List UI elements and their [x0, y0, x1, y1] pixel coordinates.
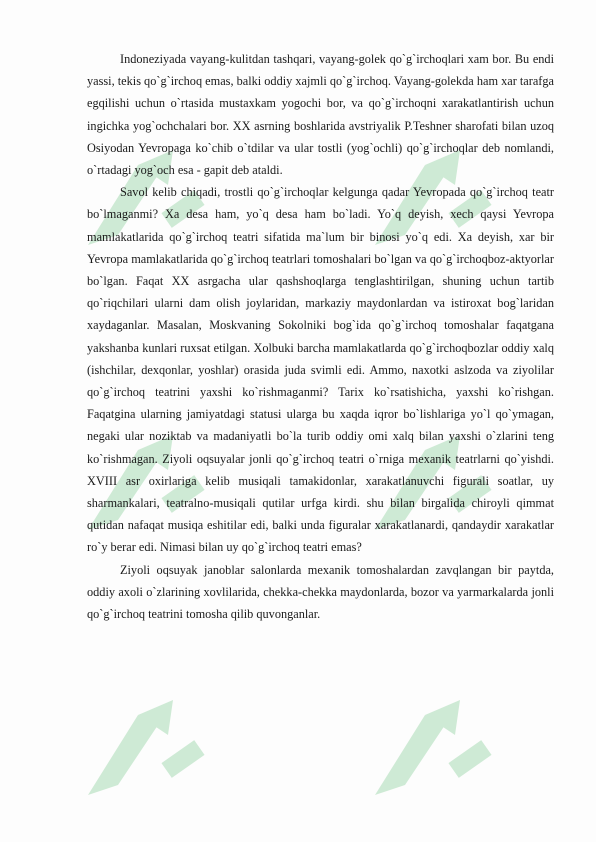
document-body [87, 48, 554, 625]
watermark-logo-icon [78, 690, 218, 810]
paragraph: Ziyoli oqsuyak janoblar salonlarda mexanik tomoshalardan zavqlangan bir paytda, oddiy axoli o`zlarining xovlilarida, chekka-chekka maydonlarda, bozor va yarmarkalarda jonli qo`g`irchoq teatrini tomosha qilib quvonganlar. [87, 562, 554, 622]
watermark-logo-icon [365, 690, 505, 810]
paragraph: Savol kelib chiqadi, trostli qo`g`irchoqlar kelgunga qadar Yevropada qo`g`irchoq teatr bo`lmaganmi? Xa desa ham, yo`q desa ham bo`ladi. Yo`q deyish, xech qaysi Yevropa mamlakatlarida qo`g`irchoq teatri sifatida ma`lum bir binosi yo`q edi. Xa deyish, xar bir Yevropa mamlakatlarida qo`g`irchoq teatrlari tomoshalari bo`lgan va qo`g`irchoqboz-aktyorlar bo`lgan. Faqat XX asrgacha ular qashshoqlarga tenglashtirilgan, shuning uchun tartib qo`riqchilari ularni dam olish joylaridan, markaziy maydonlardan va istiroxat bog`laridan xaydaganlar. Masalan, Moskvaning Sokolniki bog`ida qo`g`irchoq tomoshalar faqatgana yakshanba kunlari ruxsat etilgan. Xolbuki barcha mamlakatlarda qo`g`irchoqbozlar oddiy xalq (ishchilar, dexqonlar, yoshlar) orasida juda svimli edi. Ammo, naxotki aslzoda va ziyolilar qo`g`irchoq teatrini yaxshi ko`rishmaganmi? Tarix ko`rsatishicha, yaxshi ko`rishgan. Faqatgina ularning jamiyatdagi statusi ularga bu xaqda iqror bo`lishlariga yo`l qo`ymagan, negaki ular noziktab va madaniyatli bo`la turib oddiy omi xalq bilan yaxshi o`zlarini teng ko`rishmagan. Ziyoli oqsuyalar jonli qo`g`irchoq teatri o`rniga mexanik teatrlarni qo`yishdi. XVIII asr oxirlariga kelib musiqali tamakidonlar, xarakatlanuvchi figurali soatlar, uy sharmankalari, teatralno-musiqali qutilar urfga kirdi. shu bilan birgalida chiroyli qimmat qutidan nafaqat musiqa eshitilar edi, balki unda figuralar xarakatlanardi, qandaydir xarakatlar ro`y berar edi. Nimasi bilan uy qo`g`irchoq teatri emas? [87, 185, 554, 555]
paragraph: Indoneziyada vayang-kulitdan tashqari, vayang-golek qo`g`irchoqlari xam bor. Bu endi yassi, tekis qo`g`irchoq emas, balki oddiy xajmli qo`g`irchoq. Vayang-golekda ham xar tarafga egqilishi uchun o`rtasida mustaxkam yogochi bor, va qo`g`irchoqni xarakatlantirish uchun ingichka yog`ochchalari bor. XX asrning boshlarida avstriyalik P.Teshner sharofati bilan uzoq Osiyodan Yevropaga ko`chib o`tdilar va ular tostli (yog`ochli) qo`g`irchoqlar deb nomlandi, o`rtadagi yog`och esa - gapit deb ataldi. [87, 52, 554, 178]
